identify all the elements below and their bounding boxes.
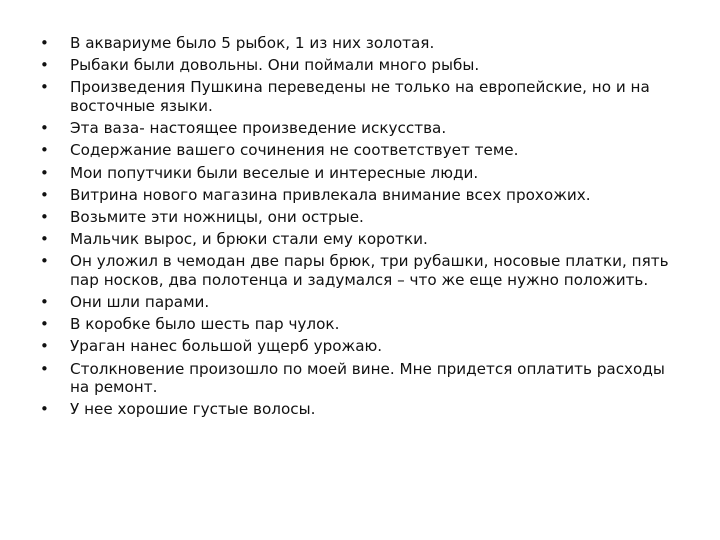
bullet-icon: •: [40, 78, 49, 97]
list-item-text: Рыбаки были довольны. Они поймали много рыбы.: [70, 56, 480, 75]
list-item-text: Они шли парами.: [70, 293, 210, 312]
bullet-icon: •: [40, 315, 49, 334]
list-item-text: В коробке было шесть пар чулок.: [70, 315, 340, 334]
list-item-text: Произведения Пушкина переведены не только на европейские, но и на восточные языки.: [70, 78, 650, 115]
list-item: [40, 56, 680, 75]
bullet-icon: •: [40, 359, 49, 378]
list-item-text: В аквариуме было 5 рыбок, 1 из них золотая.: [70, 34, 435, 52]
list-item-text: Мальчик вырос, и брюки стали ему коротки.: [70, 230, 428, 249]
list-item-text: У нее хорошие густые волосы.: [70, 400, 316, 419]
list-item: [40, 34, 680, 53]
list-item: [40, 230, 680, 249]
list-item-text: Содержание вашего сочинения не соответствует теме.: [70, 141, 519, 160]
bullet-icon: •: [40, 34, 49, 52]
list-item-text: Мои попутчики были веселые и интересные люди.: [70, 163, 479, 182]
list-item: [40, 360, 680, 397]
list-item: [40, 208, 680, 227]
list-item: [40, 400, 680, 419]
bullet-icon: •: [40, 56, 49, 75]
list-item: [40, 186, 680, 205]
list-item-text: Столкновение произошло по моей вине. Мне придется оплатить расходы на ремонт.: [70, 359, 665, 397]
list-item-text: Возьмите эти ножницы, они острые.: [70, 207, 364, 226]
bullet-icon: •: [40, 230, 49, 249]
list-item: [40, 252, 680, 289]
bullet-icon: •: [40, 141, 49, 160]
list-item: [40, 293, 680, 312]
list-item-text: Эта ваза- настоящее произведение искусства.: [70, 119, 447, 138]
bullet-icon: •: [40, 293, 49, 312]
bullet-icon: •: [40, 119, 49, 138]
bullet-list: [40, 34, 680, 423]
bullet-icon: •: [40, 207, 49, 226]
list-item: [40, 337, 680, 356]
list-item-text: Он уложил в чемодан две пары брюк, три рубашки, носовые платки, пять пар носков, два полотенца и задумался – что же еще нужно положить.: [70, 252, 669, 289]
list-item: [40, 164, 680, 183]
bullet-icon: •: [40, 400, 49, 419]
list-item: [40, 315, 680, 334]
bullet-icon: •: [40, 163, 49, 182]
list-item-text: Витрина нового магазина привлекала внимание всех прохожих.: [70, 185, 591, 204]
list-item-text: Ураган нанес большой ущерб урожаю.: [70, 337, 383, 356]
bullet-icon: •: [40, 337, 49, 356]
list-item: [40, 141, 680, 160]
bullet-icon: •: [40, 185, 49, 204]
bullet-icon: •: [40, 252, 49, 271]
list-item: [40, 78, 680, 115]
list-item: [40, 119, 680, 138]
